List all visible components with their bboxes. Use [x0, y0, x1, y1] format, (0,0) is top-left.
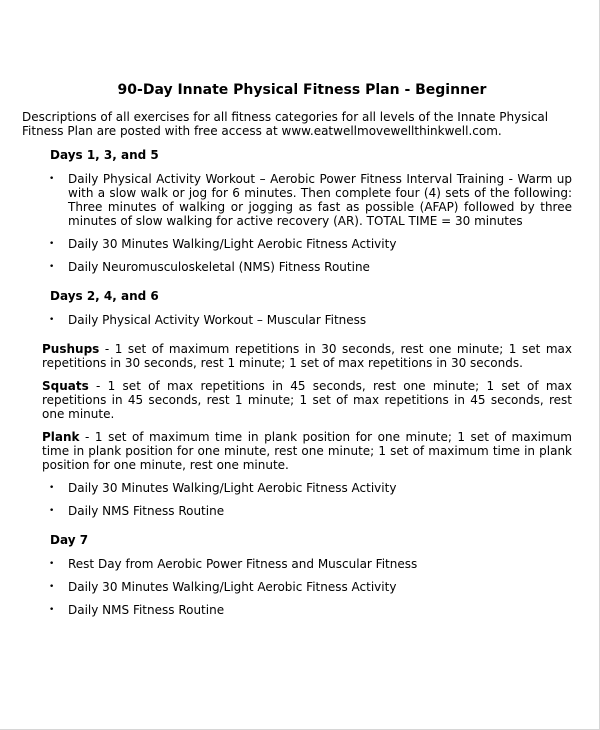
list-item	[22, 313, 572, 327]
list-item	[22, 172, 572, 228]
section2-list-after	[22, 481, 572, 518]
list-item	[22, 603, 572, 617]
list-item	[22, 580, 572, 594]
section-heading-day-7: Day 7	[50, 533, 89, 547]
exercise-name: Plank	[42, 430, 80, 444]
list-item-text: Daily 30 Minutes Walking/Light Aerobic Fitness Activity	[68, 580, 397, 594]
exercise-squats	[42, 379, 572, 421]
exercise-pushups	[42, 342, 572, 370]
document-content	[22, 82, 572, 626]
list-item	[22, 481, 572, 495]
bullet-icon: •	[49, 262, 55, 272]
section2-list	[22, 313, 572, 327]
document-title: 90-Day Innate Physical Fitness Plan - Beginner	[117, 82, 487, 98]
bullet-icon: •	[49, 559, 55, 569]
section-heading-days-2-4-6: Days 2, 4, and 6	[50, 289, 159, 303]
section1-list	[22, 172, 572, 274]
bullet-icon: •	[49, 315, 55, 325]
bullet-icon: •	[49, 605, 55, 615]
section-heading-days-1-3-5: Days 1, 3, and 5	[50, 148, 159, 162]
list-item-text: Rest Day from Aerobic Power Fitness and Muscular Fitness	[68, 557, 418, 571]
bullet-icon: •	[49, 174, 55, 184]
exercise-text: - 1 set of maximum repetitions in 30 seconds, rest one minute; 1 set max repetitions in 30 seconds, rest 1 minute; 1 set of max repetitions in 30 seconds.	[42, 342, 572, 370]
list-item	[22, 557, 572, 571]
section3-list	[22, 557, 572, 617]
list-item-text: Daily Physical Activity Workout – Aerobic Power Fitness Interval Training - Warm up with a slow walk or jog for 6 minutes. Then complete four (4) sets of the following: Three minutes of walking or jogging as fast as possible (AFAP) followed by three minutes of slow walking for active recovery (AR). TOTAL TIME = 30 minutes	[68, 172, 572, 228]
exercise-plank	[42, 430, 572, 472]
list-item-text: Daily NMS Fitness Routine	[68, 603, 225, 617]
bullet-icon: •	[49, 506, 55, 516]
exercise-text: - 1 set of max repetitions in 45 seconds, rest one minute; 1 set of max repetitions in 45 seconds, rest 1 minute; 1 set of max repetitions in 45 seconds, rest one minute.	[42, 379, 572, 421]
bullet-icon: •	[49, 483, 55, 493]
list-item-text: Daily Physical Activity Workout – Muscular Fitness	[68, 313, 367, 327]
bullet-icon: •	[49, 582, 55, 592]
exercise-text: - 1 set of maximum time in plank position for one minute; 1 set of maximum time in plank position for one minute, rest one minute; 1 set of maximum time in plank position for one minute, rest one minute.	[42, 430, 572, 472]
list-item-text: Daily Neuromusculoskeletal (NMS) Fitness Routine	[68, 260, 370, 274]
list-item-text: Daily 30 Minutes Walking/Light Aerobic Fitness Activity	[68, 481, 397, 495]
list-item	[22, 260, 572, 274]
exercise-name: Pushups	[42, 342, 100, 356]
exercise-name: Squats	[42, 379, 89, 393]
intro-paragraph: Descriptions of all exercises for all fitness categories for all levels of the Innate Physical Fitness Plan are posted with free access at www.eatwellmovewellthinkwell.com.	[22, 110, 549, 138]
list-item-text: Daily 30 Minutes Walking/Light Aerobic Fitness Activity	[68, 237, 397, 251]
list-item	[22, 237, 572, 251]
bullet-icon: •	[49, 239, 55, 249]
list-item-text: Daily NMS Fitness Routine	[68, 504, 225, 518]
list-item	[22, 504, 572, 518]
